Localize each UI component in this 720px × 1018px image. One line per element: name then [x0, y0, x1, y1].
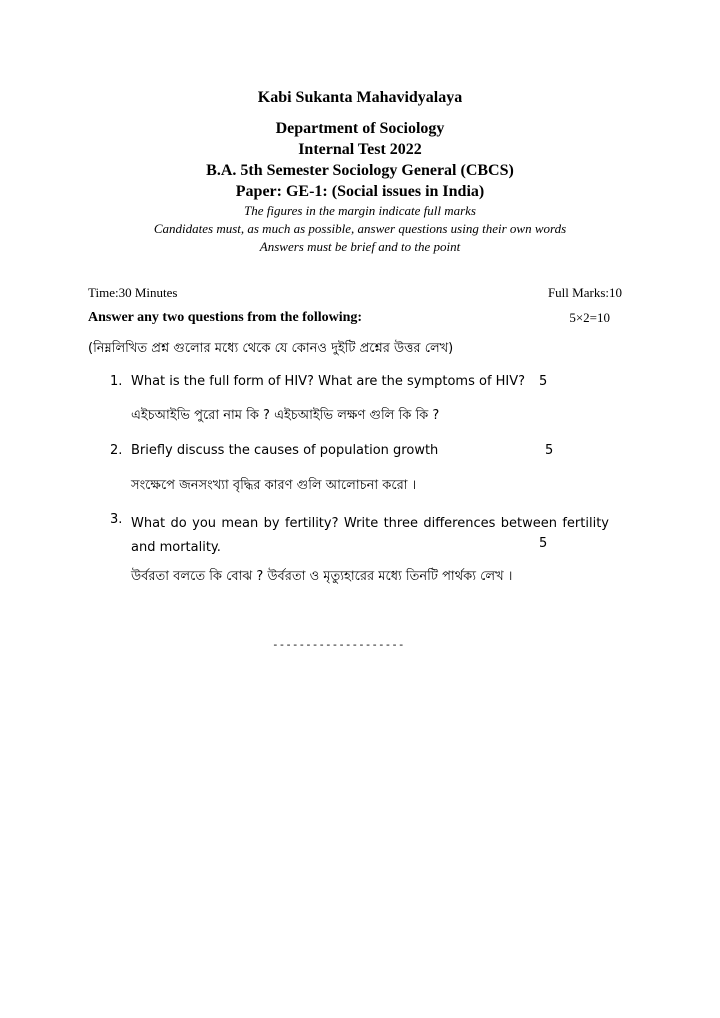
question-3-bengali: উর্বরতা বলতে কি বোঝ ? উর্বরতা ও মৃত্যুহারের মধ্যে তিনটি পার্থক্য লেখ ।	[131, 569, 513, 584]
question-2-number: 2.	[110, 443, 123, 458]
marks-calculation: 5×2=10	[569, 310, 610, 325]
full-marks: Full Marks:10	[547, 285, 622, 300]
note-brief-answers: Answers must be brief and to the point	[259, 239, 461, 254]
note-margin-marks: The figures in the margin indicate full marks	[244, 203, 476, 218]
instruction-bengali: (নিম্নলিখিত প্রশ্ন গুলোর মধ্যে থেকে যে কোনও দুইটি প্রশ্নের উত্তর লেখ)	[88, 341, 454, 356]
instruction-english: Answer any two questions from the following:	[88, 310, 363, 325]
question-2-marks: 5	[545, 443, 554, 458]
time-allowed: Time:30 Minutes	[88, 285, 178, 300]
note-own-words: Candidates must, as much as possible, answer questions using their own words	[153, 221, 567, 236]
course-name: B.A. 5th Semester Sociology General (CBCS)	[206, 162, 514, 179]
question-2-text: Briefly discuss the causes of population growth	[131, 443, 439, 458]
test-name: Internal Test 2022	[298, 141, 422, 158]
paper-title: Paper: GE-1: (Social issues in India)	[235, 183, 485, 200]
end-of-paper-line: --------------------	[272, 638, 405, 651]
question-1-bengali: এইচআইভি পুরো নাম কি ? এইচআইভি লক্ষণ গুলি কি কি ?	[131, 408, 440, 423]
department-name: Department of Sociology	[275, 120, 445, 137]
question-3-marks: 5	[539, 536, 548, 551]
question-1-marks: 5	[539, 374, 548, 389]
question-3-text: What do you mean by fertility? Write three differences between fertility and mortality.	[131, 516, 609, 555]
question-3-number: 3.	[110, 512, 123, 527]
question-1-text: What is the full form of HIV? What are the symptoms of HIV?	[131, 374, 526, 389]
question-1-number: 1.	[110, 374, 123, 389]
question-2-bengali: সংক্ষেপে জনসংখ্যা বৃদ্ধির কারণ গুলি আলোচনা করো ।	[131, 478, 417, 493]
college-name: Kabi Sukanta Mahavidyalaya	[257, 89, 463, 106]
